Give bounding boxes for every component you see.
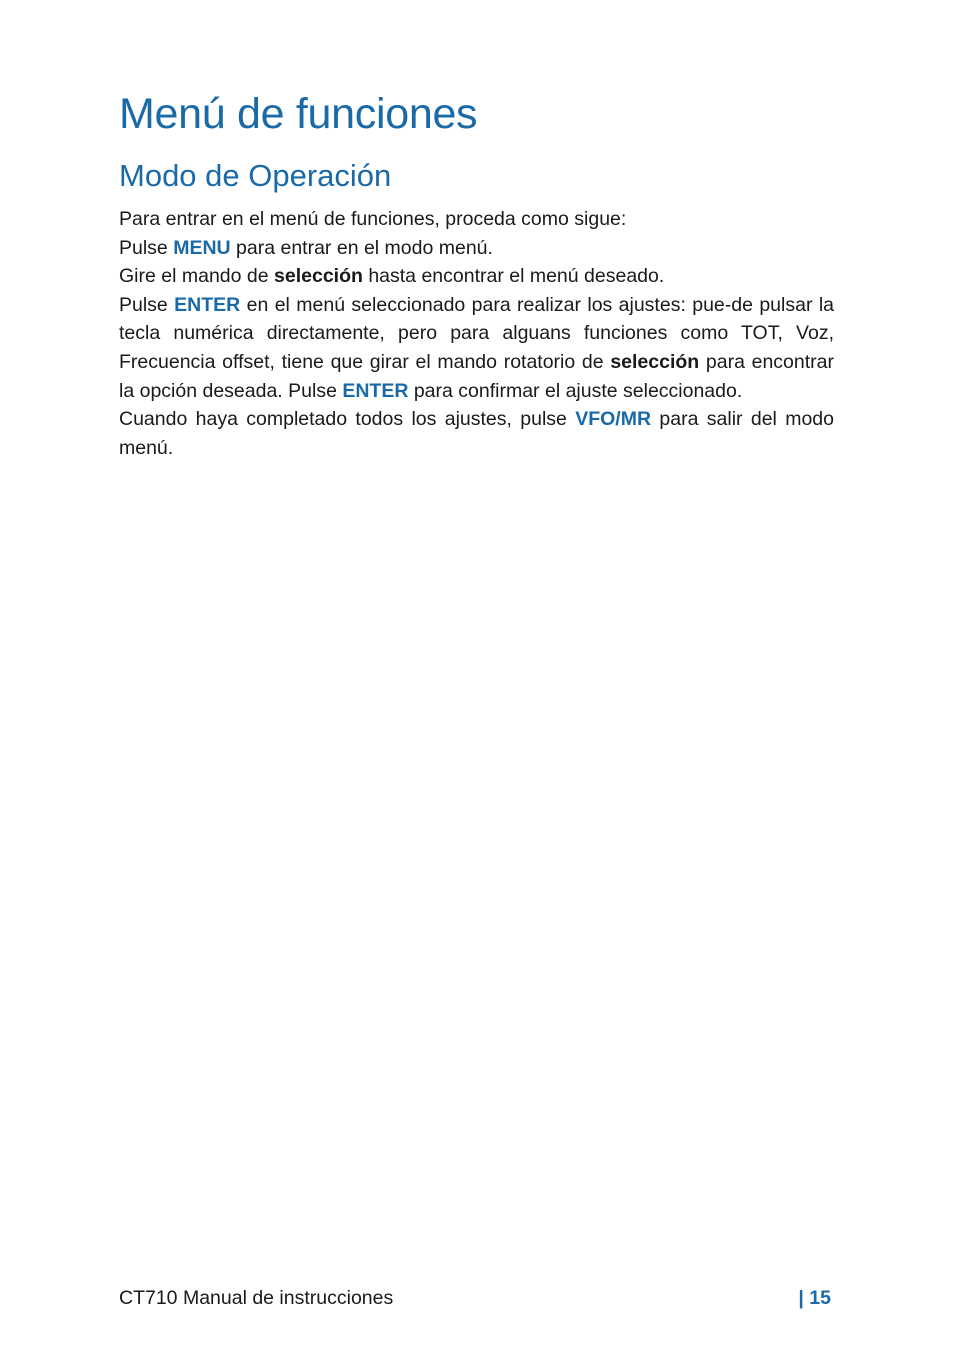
step-select-text-a: Gire el mando de — [119, 265, 275, 288]
step-exit-paragraph — [119, 405, 834, 462]
footer-manual-title: CT710 Manual de instrucciones — [119, 1287, 394, 1309]
section-title: Modo de Operación — [119, 158, 392, 193]
selection-knob-label: selección — [274, 265, 363, 288]
page-footer — [119, 1284, 831, 1312]
enter-key-label: ENTER — [174, 293, 241, 316]
step-menu-text-a: Pulse — [119, 236, 174, 259]
step-enter-text-c: para encontrar la opción deseada. Pulse — [119, 350, 834, 402]
vfo-mr-key-label: VFO/MR — [575, 408, 652, 431]
page-title: Menú de funciones — [119, 90, 478, 138]
step-menu-text-b: para entrar en el modo menú. — [230, 236, 493, 259]
step-exit-text-b: para salir del modo menú. — [119, 408, 834, 459]
step-enter-text-b: en el menú seleccionado para realizar los ajustes: pue-de pulsar la tecla numérica directamente, pero para alguans funciones como TOT, Voz, Frecuencia offset, tiene que girar el mando rotatorio de — [119, 293, 835, 373]
enter-key-label-2: ENTER — [342, 379, 409, 402]
selection-knob-label-2: selección — [610, 350, 700, 373]
step-enter-paragraph — [119, 291, 834, 405]
step-select-text-b: hasta encontrar el menú deseado. — [362, 265, 665, 288]
menu-key-label: MENU — [173, 236, 231, 259]
step-enter-text-d: para confirmar el ajuste seleccionado. — [408, 379, 743, 402]
step-exit-text-a: Cuando haya completado todos los ajustes, pulse — [119, 408, 576, 431]
step-enter-text-a: Pulse — [119, 293, 175, 316]
step-menu-paragraph — [119, 234, 834, 263]
body-text — [119, 205, 834, 462]
step-select-paragraph — [119, 262, 834, 291]
intro-paragraph: Para entrar en el menú de funciones, proceda como sigue: — [119, 208, 627, 230]
page-number: | 15 — [798, 1287, 831, 1309]
